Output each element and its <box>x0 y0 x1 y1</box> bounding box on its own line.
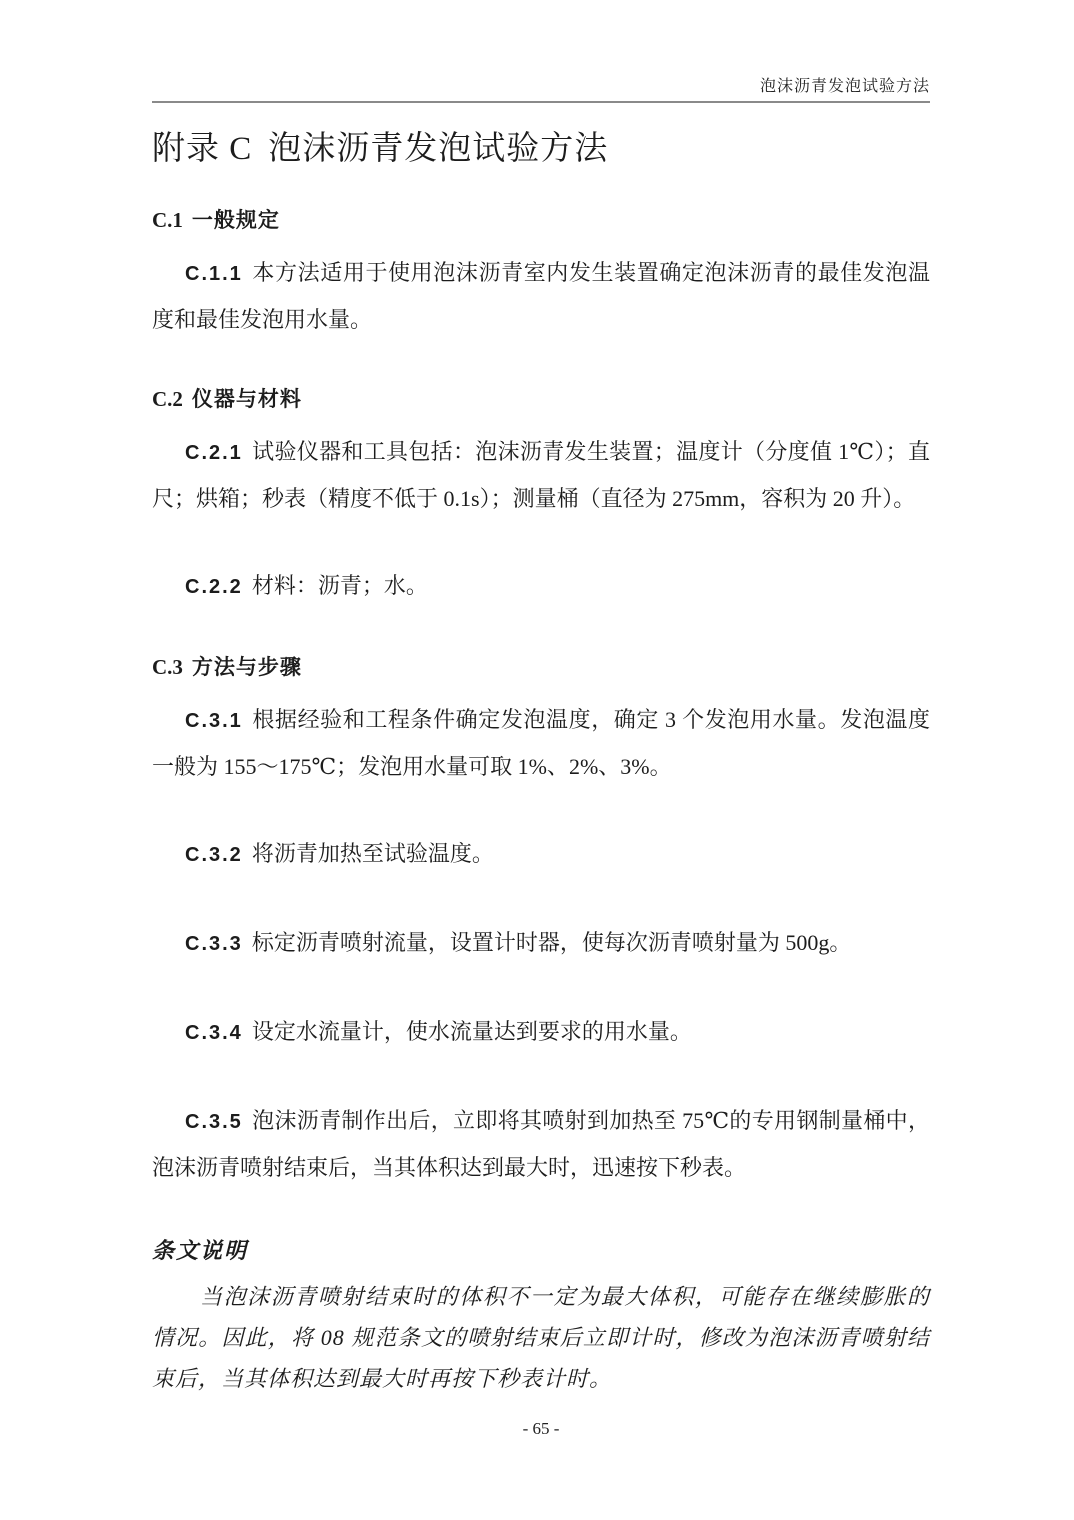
clause-c3-4 <box>152 1009 930 1056</box>
running-header-text: 泡沫沥青发泡试验方法 <box>759 78 930 95</box>
clause-text: 泡沫沥青制作出后，立即将其喷射到加热至 75℃的专用钢制量桶中，泡沫沥青喷射结束后，当其体积达到最大时，迅速按下秒表。 <box>152 1108 930 1180</box>
section-number: C.2 <box>152 387 183 411</box>
section-title: 一般规定 <box>191 209 280 232</box>
page-header <box>152 0 930 96</box>
clause-number: C.3.1 <box>185 710 243 732</box>
section-number: C.3 <box>152 655 183 679</box>
clause-c3-2 <box>152 831 930 878</box>
section-title: 方法与步骤 <box>191 656 302 679</box>
clause-number: C.3.3 <box>185 933 243 955</box>
clause-text: 将沥青加热至试验温度。 <box>251 841 494 866</box>
clause-text: 材料：沥青；水。 <box>251 573 428 598</box>
clause-text: 设定水流量计，使水流量达到要求的用水量。 <box>251 1019 692 1044</box>
header-rule <box>152 101 930 103</box>
clause-c3-5 <box>152 1098 930 1190</box>
commentary-paragraph: 当泡沫沥青喷射结束时的体积不一定为最大体积，可能存在继续膨胀的情况。因此，将 08 规范条文的喷射结束后立即计时，修改为泡沫沥青喷射结束后，当其体积达到最大时再按下秒表计时。 <box>152 1284 930 1391</box>
clause-c2-1 <box>152 429 930 521</box>
clause-text: 试验仪器和工具包括：泡沫沥青发生装置；温度计（分度值 1℃）；直尺；烘箱；秒表（精度不低于 0.1s）；测量桶（直径为 275mm，容积为 20 升）。 <box>152 439 930 511</box>
section-heading-c1 <box>152 207 930 234</box>
appendix-title <box>152 127 930 171</box>
section-number: C.1 <box>152 208 183 232</box>
clause-text: 根据经验和工程条件确定发泡温度，确定 3 个发泡用水量。发泡温度一般为 155～175℃；发泡用水量可取 1%、2%、3%。 <box>152 707 930 779</box>
appendix-title-text: 泡沫沥青发泡试验方法 <box>268 131 609 167</box>
clause-number: C.3.4 <box>185 1022 243 1044</box>
clause-c3-1 <box>152 697 930 789</box>
clause-number: C.3.2 <box>185 844 243 866</box>
clause-number: C.2.1 <box>185 442 243 464</box>
clause-number: C.3.5 <box>185 1111 243 1133</box>
section-heading-c2 <box>152 386 930 413</box>
clause-c1-1 <box>152 250 930 342</box>
clause-text: 标定沥青喷射流量，设置计时器，使每次沥青喷射量为 500g。 <box>251 930 852 955</box>
section-title: 仪器与材料 <box>191 388 302 411</box>
clause-c2-2 <box>152 563 930 610</box>
clause-number: C.1.1 <box>185 263 243 285</box>
page-number: - 65 - <box>522 1419 560 1438</box>
appendix-title-number: 附录 C <box>152 131 253 167</box>
section-heading-c3 <box>152 654 930 681</box>
clause-text: 本方法适用于使用泡沫沥青室内发生装置确定泡沫沥青的最佳发泡温度和最佳发泡用水量。 <box>152 260 930 332</box>
clause-number: C.2.2 <box>185 576 243 598</box>
commentary-heading: 条文说明 <box>152 1238 249 1263</box>
clause-c3-3 <box>152 920 930 967</box>
